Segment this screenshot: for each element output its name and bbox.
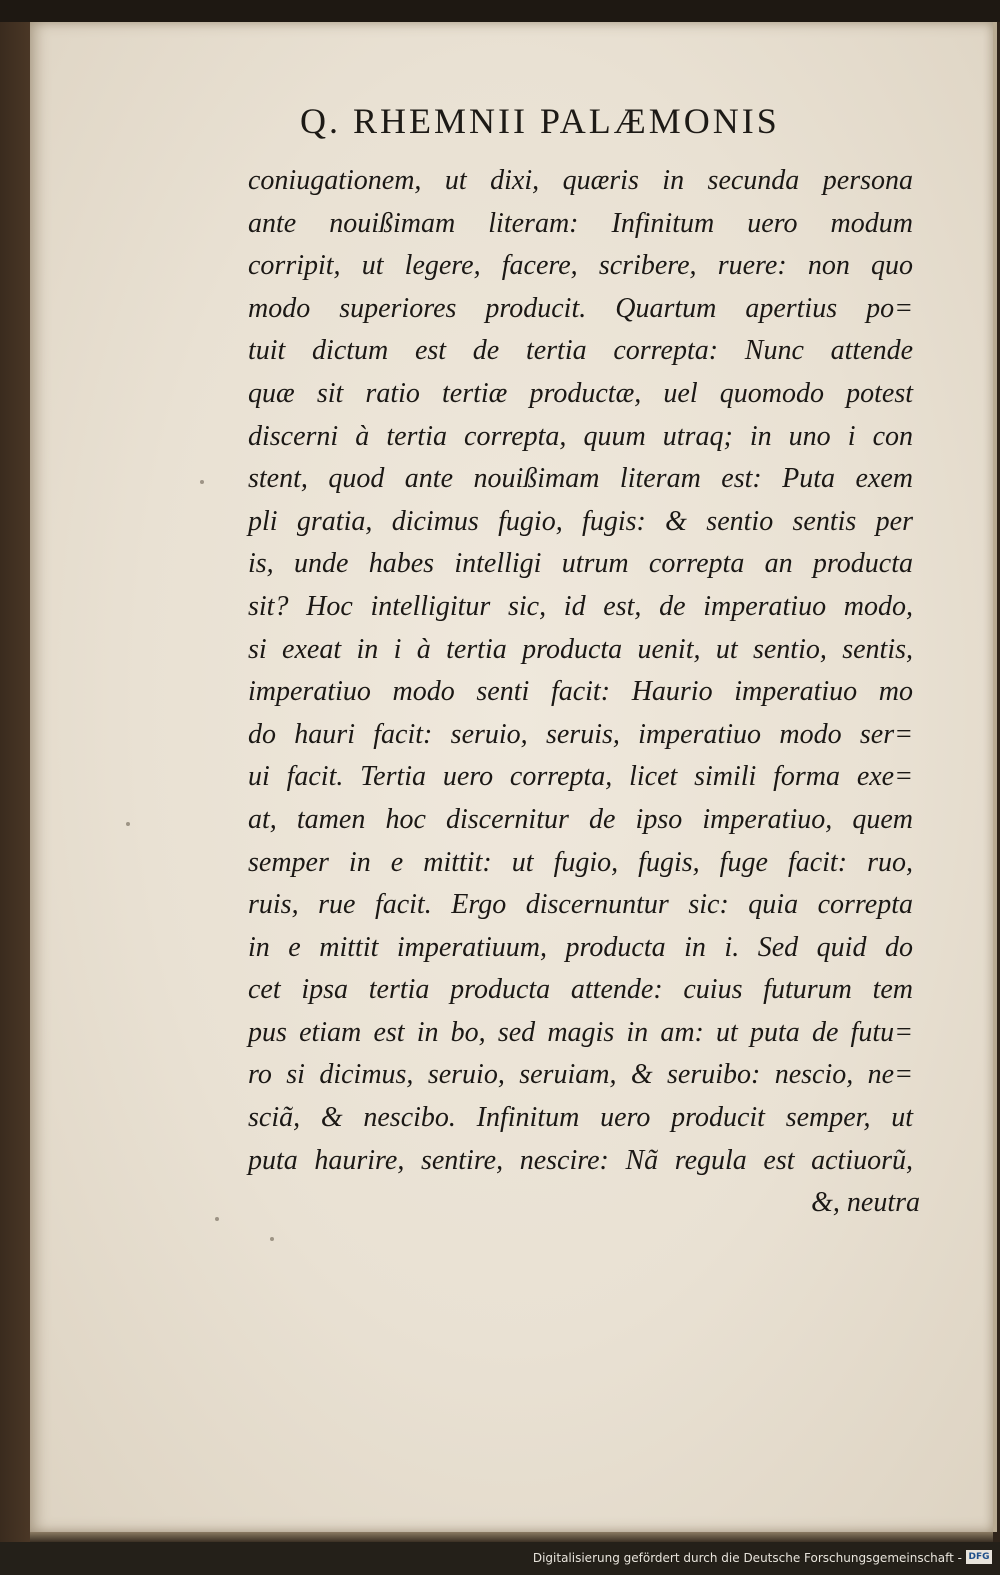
text-line-15: ui facit. Tertia uero correpta, licet simili forma exe=	[248, 761, 913, 793]
text-line-6: quæ sit ratio tertiæ productæ, uel quomodo potest	[248, 377, 913, 409]
catchword: &, neutra	[811, 1187, 920, 1218]
funding-credit: Digitalisierung gefördert durch die Deutsche Forschungsgemeinschaft -	[532, 1551, 962, 1565]
text-line-9: pli gratia, dicimus fugio, fugis: & sentio sentis per	[248, 505, 913, 537]
text-line-12: si exeat in i à tertia producta uenit, ut sentio, sentis,	[248, 633, 913, 665]
paper-speck	[215, 1217, 219, 1221]
text-line-10: is, unde habes intelligi utrum correpta an producta	[248, 548, 913, 580]
text-line-17: semper in e mittit: ut fugio, fugis, fuge facit: ruo,	[248, 846, 913, 878]
text-line-22: ro si dicimus, seruio, seruiam, & seruibo: nescio, ne=	[248, 1059, 913, 1091]
page-bottom-edge	[30, 1532, 993, 1542]
text-line-21: pus etiam est in bo, sed magis in am: ut puta de futu=	[248, 1016, 913, 1048]
text-line-4: modo superiores producit. Quartum apertius po=	[248, 292, 913, 324]
paper-speck	[126, 822, 130, 826]
text-line-7: discerni à tertia correpta, quum utraq; in uno i con	[248, 420, 913, 452]
text-line-16: at, tamen hoc discernitur de ipso imperatiuo, quem	[248, 803, 913, 835]
text-line-11: sit? Hoc intelligitur sic, id est, de imperatiuo modo,	[248, 590, 913, 622]
top-binding-shadow	[0, 0, 1000, 22]
text-line-8: stent, quod ante nouißimam literam est: Puta exem	[248, 463, 913, 495]
text-line-24: puta haurire, sentire, nescire: Nã regula est actiuorũ,	[248, 1144, 913, 1176]
text-line-5: tuit dictum est de tertia correpta: Nunc attende	[248, 335, 913, 367]
text-line-19: in e mittit imperatiuum, producta in i. Sed quid do	[248, 931, 913, 963]
text-line-1: coniugationem, ut dixi, quæris in secunda persona	[248, 165, 913, 196]
body-text	[248, 160, 913, 1182]
text-line-3: corripit, ut legere, facere, scribere, ruere: non quo	[248, 250, 913, 282]
paper-speck	[200, 480, 204, 484]
dfg-logo-icon: DFG	[966, 1550, 992, 1564]
text-line-23: sciã, & nescibo. Infinitum uero producit semper, ut	[248, 1102, 913, 1134]
paper-speck	[270, 1237, 274, 1241]
running-head: Q. RHEMNII PALÆMONIS	[300, 101, 780, 141]
text-line-20: cet ipsa tertia producta attende: cuius futurum tem	[248, 974, 913, 1006]
text-line-18: ruis, rue facit. Ergo discernuntur sic: quia correpta	[248, 889, 913, 921]
text-line-14: do hauri facit: seruio, seruis, imperatiuo modo ser=	[248, 718, 913, 750]
text-line-13: imperatiuo modo senti facit: Haurio imperatiuo mo	[248, 676, 913, 708]
text-line-2: ante nouißimam literam: Infinitum uero modum	[248, 207, 913, 239]
